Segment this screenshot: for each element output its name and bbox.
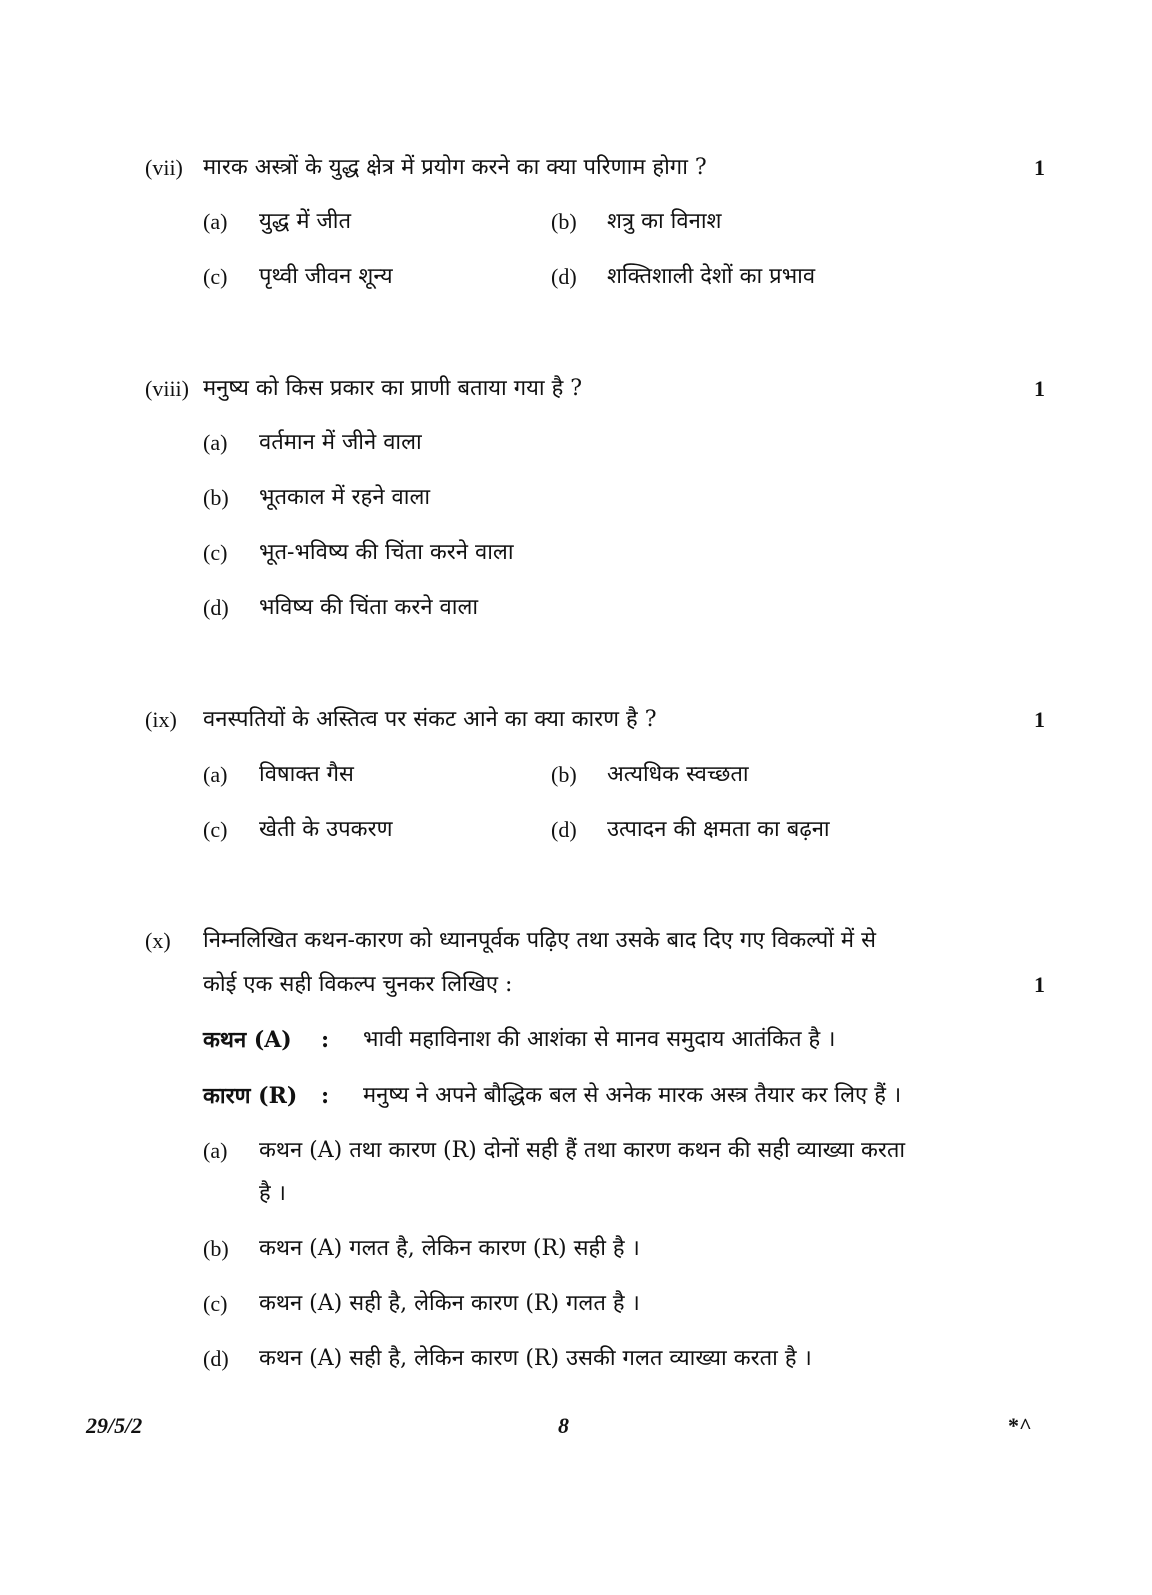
reason-colon: : bbox=[321, 1083, 330, 1109]
option-text: भविष्य की चिंता करने वाला bbox=[259, 595, 479, 620]
assertion-key: कथन (A) bbox=[203, 1027, 292, 1053]
option-label: (d) bbox=[203, 595, 229, 620]
option-label: (b) bbox=[551, 762, 577, 787]
question-marks: 1 bbox=[1034, 376, 1045, 401]
question-number: (x) bbox=[145, 928, 171, 953]
option-label: (c) bbox=[203, 817, 228, 842]
option-text: कथन (A) गलत है, लेकिन कारण (R) सही है । bbox=[259, 1236, 640, 1261]
question-ix bbox=[145, 700, 1045, 740]
question-marks: 1 bbox=[1034, 155, 1045, 180]
paper-code: 29/5/2 bbox=[86, 1413, 143, 1438]
option-label: (b) bbox=[203, 1236, 229, 1261]
question-x bbox=[145, 921, 1045, 1005]
option-text: शक्तिशाली देशों का प्रभाव bbox=[607, 264, 816, 289]
question-text: वनस्पतियों के अस्तित्व पर संकट आने का क्या कारण है ? bbox=[203, 707, 657, 732]
option-label: (b) bbox=[203, 485, 229, 510]
option-text: उत्पादन की क्षमता का बढ़ना bbox=[607, 817, 830, 842]
option-label: (a) bbox=[203, 762, 228, 787]
option-text: पृथ्वी जीवन शून्य bbox=[259, 264, 393, 289]
question-marks: 1 bbox=[1034, 972, 1045, 997]
question-vii bbox=[145, 148, 1045, 188]
option-label: (d) bbox=[551, 817, 577, 842]
question-viii bbox=[145, 369, 1045, 409]
question-header bbox=[145, 148, 1045, 188]
option-label: (b) bbox=[551, 209, 577, 234]
option-text: शत्रु का विनाश bbox=[607, 209, 722, 234]
option-text: युद्ध में जीत bbox=[259, 209, 352, 234]
question-header-line-2 bbox=[145, 965, 1045, 1005]
question-number: (ix) bbox=[145, 707, 177, 732]
question-header bbox=[145, 921, 1045, 961]
question-text: मनुष्य को किस प्रकार का प्राणी बताया गया है ? bbox=[203, 376, 583, 401]
reason-key: कारण (R) bbox=[203, 1083, 298, 1109]
option-text: अत्यधिक स्वच्छता bbox=[607, 762, 749, 787]
option-text: खेती के उपकरण bbox=[259, 817, 393, 842]
question-number: (vii) bbox=[145, 155, 183, 180]
option-label: (d) bbox=[203, 1346, 229, 1371]
assertion-text: भावी महाविनाश की आशंका से मानव समुदाय आतंकित है । bbox=[363, 1027, 836, 1052]
option-label: (c) bbox=[203, 1291, 228, 1316]
question-text-line-1: निम्नलिखित कथन-कारण को ध्यानपूर्वक पढ़िए तथा उसके बाद दिए गए विकल्पों में से bbox=[203, 928, 876, 953]
question-number: (viii) bbox=[145, 376, 189, 401]
option-text: भूतकाल में रहने वाला bbox=[259, 485, 431, 510]
option-label: (a) bbox=[203, 430, 228, 455]
option-text: कथन (A) सही है, लेकिन कारण (R) गलत है । bbox=[259, 1291, 640, 1316]
page-number: 8 bbox=[558, 1413, 569, 1438]
option-text-line-1: कथन (A) तथा कारण (R) दोनों सही हैं तथा कारण कथन की सही व्याख्या करता bbox=[259, 1138, 906, 1163]
assertion-colon: : bbox=[321, 1027, 330, 1053]
footer-mark: *^ bbox=[1008, 1413, 1032, 1438]
question-header bbox=[145, 700, 1045, 740]
question-text-line-2: कोई एक सही विकल्प चुनकर लिखिए : bbox=[203, 972, 513, 997]
question-marks: 1 bbox=[1034, 707, 1045, 732]
option-label: (c) bbox=[203, 264, 228, 289]
option-label: (a) bbox=[203, 209, 228, 234]
option-text: विषाक्त गैस bbox=[259, 762, 354, 787]
question-header bbox=[145, 369, 1045, 409]
option-text-line-2: है । bbox=[259, 1181, 287, 1206]
option-text: भूत-भविष्य की चिंता करने वाला bbox=[259, 540, 514, 565]
option-text: वर्तमान में जीने वाला bbox=[259, 430, 422, 455]
reason-text: मनुष्य ने अपने बौद्धिक बल से अनेक मारक अस्त्र तैयार कर लिए हैं । bbox=[363, 1083, 902, 1108]
option-label: (a) bbox=[203, 1138, 228, 1163]
question-text: मारक अस्त्रों के युद्ध क्षेत्र में प्रयोग करने का क्या परिणाम होगा ? bbox=[203, 155, 707, 180]
option-label: (d) bbox=[551, 264, 577, 289]
option-label: (c) bbox=[203, 540, 228, 565]
option-text: कथन (A) सही है, लेकिन कारण (R) उसकी गलत व्याख्या करता है । bbox=[259, 1346, 812, 1371]
